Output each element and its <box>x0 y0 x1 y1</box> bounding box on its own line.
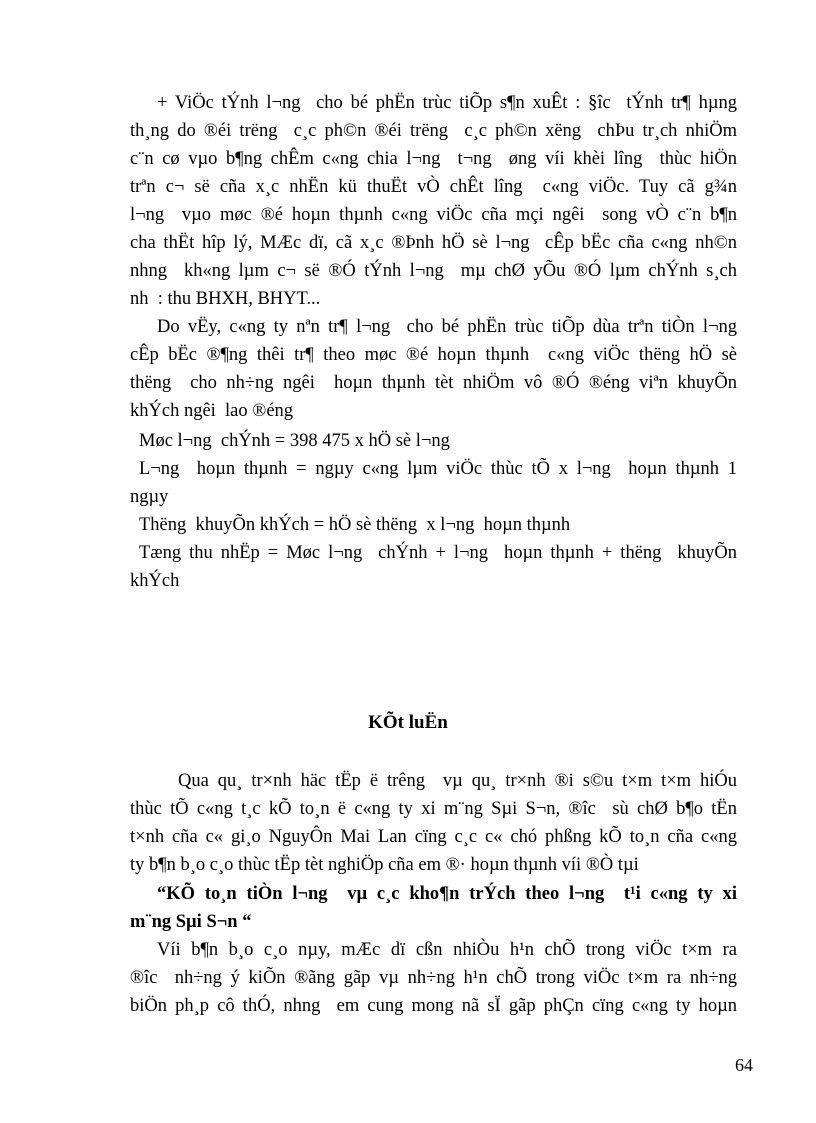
text-line: Víi b¶n b¸o c¸o nµy, mÆc dï cßn nhiÒu h¹n chÕ trong viÖc t×m ra <box>157 940 737 960</box>
formula-total-income-cont: khÝch <box>130 571 180 591</box>
text-line: m¨ng Sµi S¬n “ <box>130 912 252 932</box>
text-line: cha thËt hîp lý, MÆc dï, cã x¸c ®Þnh hÖ sè l¬ng cÊp bËc cña c«ng nh©n <box>130 233 737 253</box>
text-line: nhng kh«ng lµm c¬ së ®Ó tÝnh l¬ng mµ chØ yÕu ®Ó lµm chÝnh s¸ch <box>130 261 737 281</box>
text-line: thëng cho nh÷ng ngêi hoµn thµnh tèt nhiÖm vô ®Ó ®éng viªn khuyÕn <box>130 373 737 393</box>
text-line: biÖn ph¸p cô thÓ, nhng em cung mong nã sÏ gãp phÇn cïng c«ng ty hoµn <box>130 996 737 1016</box>
text-line: ty b¶n b¸o c¸o thùc tËp tèt nghiÖp cña em ®· hoµn thµnh víi ®Ò tµi <box>130 855 639 875</box>
text-line: l¬ng vµo møc ®é hoµn thµnh c«ng viÖc cña mçi ngêi song vÒ c¨n b¶n <box>130 205 737 225</box>
text-line: Qua qu¸ tr×nh häc tËp ë trêng vµ qu¸ tr×nh ®i s©u t×m t×m hiÓu <box>178 771 737 791</box>
text-line: th¸ng do ®éi trëng c¸c ph©n ®éi trëng c¸c ph©n xëng chÞu tr¸ch nhiÖm <box>130 121 737 141</box>
formula-completion-salary-cont: ngµy <box>130 487 169 507</box>
text-line: cÊp bËc ®¶ng thêi tr¶ theo møc ®é hoµn thµnh c«ng viÖc thëng hÖ sè <box>130 345 737 365</box>
text-line: ®îc nh÷ng ý kiÕn ®ãng gãp vµ nh÷ng h¹n chÕ trong viÖc t×m ra nh÷ng <box>130 968 737 988</box>
page-number: 64 <box>735 1055 753 1075</box>
text-line: c¨n cø vµo b¶ng chÊm c«ng chia l¬ng t¬ng øng víi khèi lîng thùc hiÖn <box>130 149 737 169</box>
text-line: “KÕ to¸n tiÒn l¬ng vµ c¸c kho¶n trÝch theo l¬ng t¹i c«ng ty xi <box>157 884 737 904</box>
text-line: khÝch ngêi lao ®éng <box>130 401 294 421</box>
formula-basic-salary: Møc l¬ng chÝnh = 398 475 x hÖ sè l¬ng <box>139 431 450 451</box>
text-line: thùc tÕ c«ng t¸c kÕ to¸n ë c«ng ty xi m¨ng Sµi S¬n, ®îc sù chØ b¶o tËn <box>130 799 737 819</box>
formula-total-income: Tæng thu nhËp = Møc l¬ng chÝnh + l¬ng hoµn thµnh + thëng khuyÕn <box>139 543 737 563</box>
conclusion-title: KÕt luËn <box>368 712 448 733</box>
text-line: + ViÖc tÝnh l¬ng cho bé phËn trùc tiÕp s¶n xuÊt : §îc tÝnh tr¶ hµng <box>157 93 737 113</box>
text-line: Do vËy, c«ng ty nªn tr¶ l¬ng cho bé phËn trùc tiÕp dùa trªn tiÒn l¬ng <box>157 317 737 337</box>
formula-completion-salary: L¬ng hoµn thµnh = ngµy c«ng lµm viÖc thùc tÕ x l¬ng hoµn thµnh 1 <box>139 459 737 479</box>
text-line: nh : thu BHXH, BHYT... <box>130 289 321 309</box>
text-line: t×nh cña c« gi¸o NguyÔn Mai Lan cïng c¸c c« chó phßng kÕ to¸n cña c«ng <box>130 827 737 847</box>
formula-bonus: Thëng khuyÕn khÝch = hÖ sè thëng x l¬ng hoµn thµnh <box>139 515 571 535</box>
text-line: trªn c¬ së cña x¸c nhËn kü thuËt vÒ chÊt lîng c«ng viÖc. Tuy cã g¾n <box>130 177 737 197</box>
